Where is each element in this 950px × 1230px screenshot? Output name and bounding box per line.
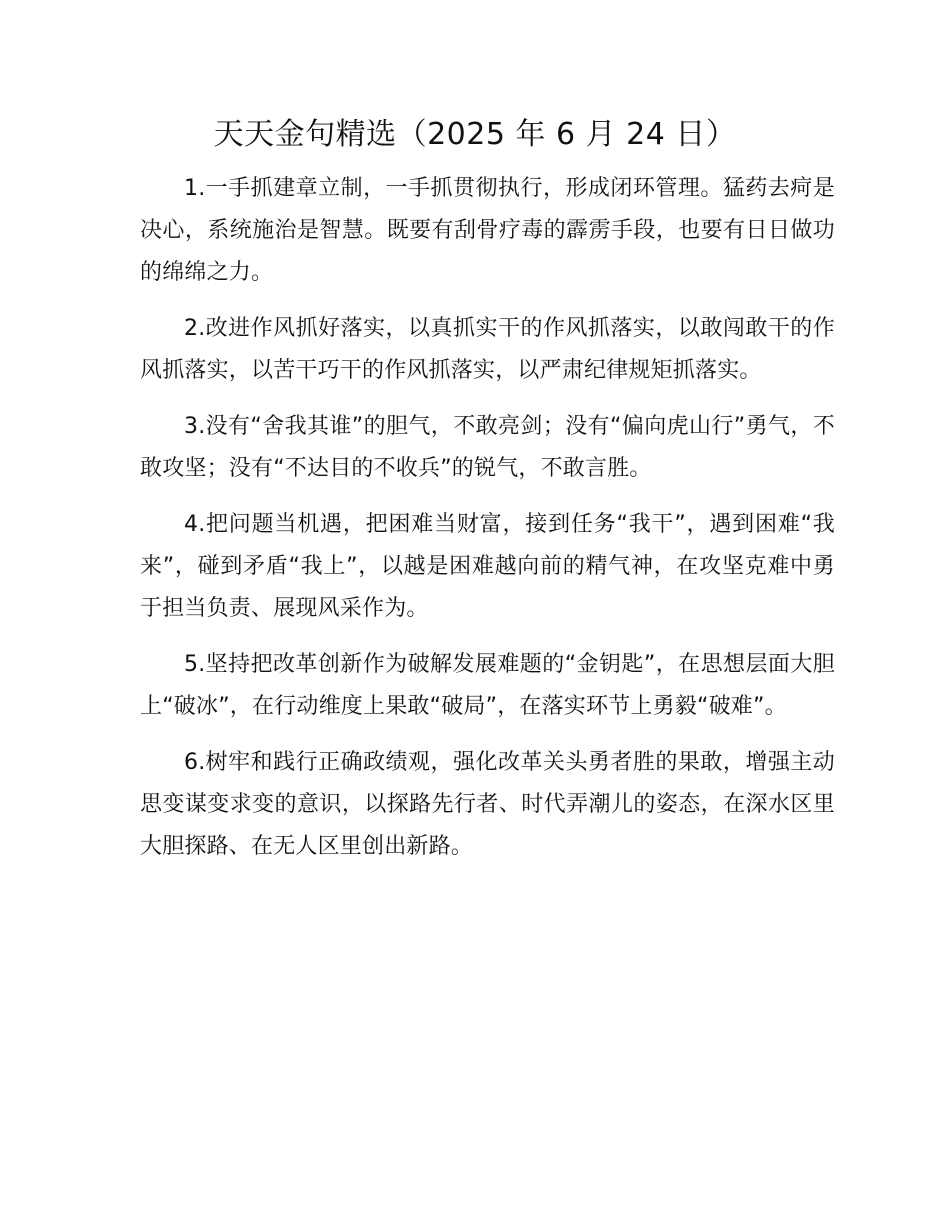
quote-paragraph-4: 4.把问题当机遇，把困难当财富，接到任务“我干”，遇到困难“我来”，碰到矛盾“我上”，以越是困难越向前的精气神，在攻坚克难中勇于担当负责、展现风采作为。	[140, 512, 835, 621]
document-body	[140, 168, 835, 882]
quote-paragraph-2: 2.改进作风抓好落实，以真抓实干的作风抓落实，以敢闯敢干的作风抓落实，以苦干巧干的作风抓落实，以严肃纪律规矩抓落实。	[140, 316, 835, 383]
quote-paragraph-5: 5.坚持把改革创新作为破解发展难题的“金钥匙”，在思想层面大胆上“破冰”，在行动维度上果敢“破局”，在落实环节上勇毅“破难”。	[140, 652, 835, 719]
quote-paragraph-1: 1.一手抓建章立制，一手抓贯彻执行，形成闭环管理。猛药去疴是决心，系统施治是智慧。既要有刮骨疗毒的霹雳手段，也要有日日做功的绵绵之力。	[140, 176, 835, 285]
quote-paragraph-6: 6.树牢和践行正确政绩观，强化改革关头勇者胜的果敢，增强主动思变谋变求变的意识，以探路先行者、时代弄潮儿的姿态，在深水区里大胆探路、在无人区里创出新路。	[140, 750, 835, 859]
page-title: 天天金句精选（2025 年 6 月 24 日）	[213, 117, 737, 152]
quote-paragraph-3: 3.没有“舍我其谁”的胆气，不敢亮剑；没有“偏向虎山行”勇气，不敢攻坚；没有“不达目的不收兵”的锐气，不敢言胜。	[140, 414, 835, 481]
